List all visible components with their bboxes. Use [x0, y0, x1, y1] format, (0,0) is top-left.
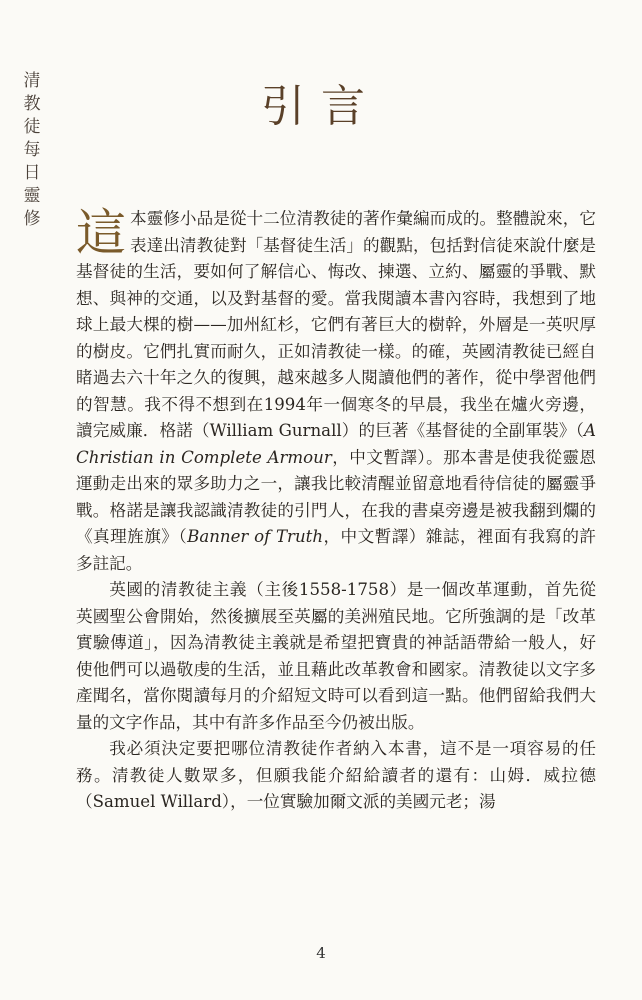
page-number: 4 [316, 944, 326, 962]
chapter-heading: 引言 [261, 81, 381, 132]
paragraph-1 [76, 206, 596, 577]
paragraph-1-text-a: 本靈修小品是從十二位清教徒的著作彙編而成的。整體說來，它表達出清教徒對「基督徒生活」的觀點，包括對信徒來說什麼是基督徒的生活，要如何了解信心、悔改、揀選、立約、屬靈的爭戰、默想、與神的交通，以及對基督的愛。當我閱讀本書內容時，我想到了地球上最大棵的樹——加州紅杉，它們有著巨大的樹幹，外層是一英呎厚的樹皮。它們扎實而耐久，正如清教徒一樣。的確，英國清教徒已經自睹過去六十年之久的復興，越來越多人閱讀他們的著作，從中學習他們的智慧。我不得不想到在1994年一個寒冬的早晨，我坐在爐火旁邊，讀完威廉．格諾（William Gurnall）的巨著《基督徒的全副軍裝》（ [76, 209, 596, 440]
paragraph-3: 我必須決定要把哪位清教徒作者納入本書，這不是一項容易的任務。清教徒人數眾多，但願我能介紹給讀者的還有：山姆．威拉德（Samuel Willard），一位實驗加爾文派的美國元老；湯 [76, 739, 596, 811]
paragraph-1-text-c: ，中文暫譯）雜誌，裡面有我寫的許多註記。 [76, 527, 596, 573]
book-title-italic: A Christian in Complete Armour [76, 421, 596, 467]
paragraph-1-text-b: ，中文暫譯）。那本書是使我從靈恩運動走出來的眾多助力之一，讓我比較清醒並留意地看待信徒的屬靈爭戰。格諾是讓我認識清教徒的引門人，在我的書桌旁邊是被我翻到爛的《真理旌旗》（ [76, 447, 597, 546]
magazine-title-italic: Banner of Truth [187, 527, 324, 546]
paragraph-2: 英國的清教徒主義（主後1558-1758）是一個改革運動，首先從英國聖公會開始，然後擴展至英屬的美洲殖民地。它所強調的是「改革實驗傳道」，因為清教徒主義就是希望把寶貴的神話語帶給一般人，好使他們可以過敬虔的生活，並且藉此改革教會和國家。清教徒以文字多產聞名，當你閱讀每月的介紹短文時可以看到這一點。他們留給我們大量的文字作品，其中有許多作品至今仍被出版。 [76, 580, 596, 732]
drop-cap: 這 [76, 204, 126, 262]
running-head: 清教徒每日靈修 [23, 71, 41, 229]
body-text [76, 206, 596, 816]
